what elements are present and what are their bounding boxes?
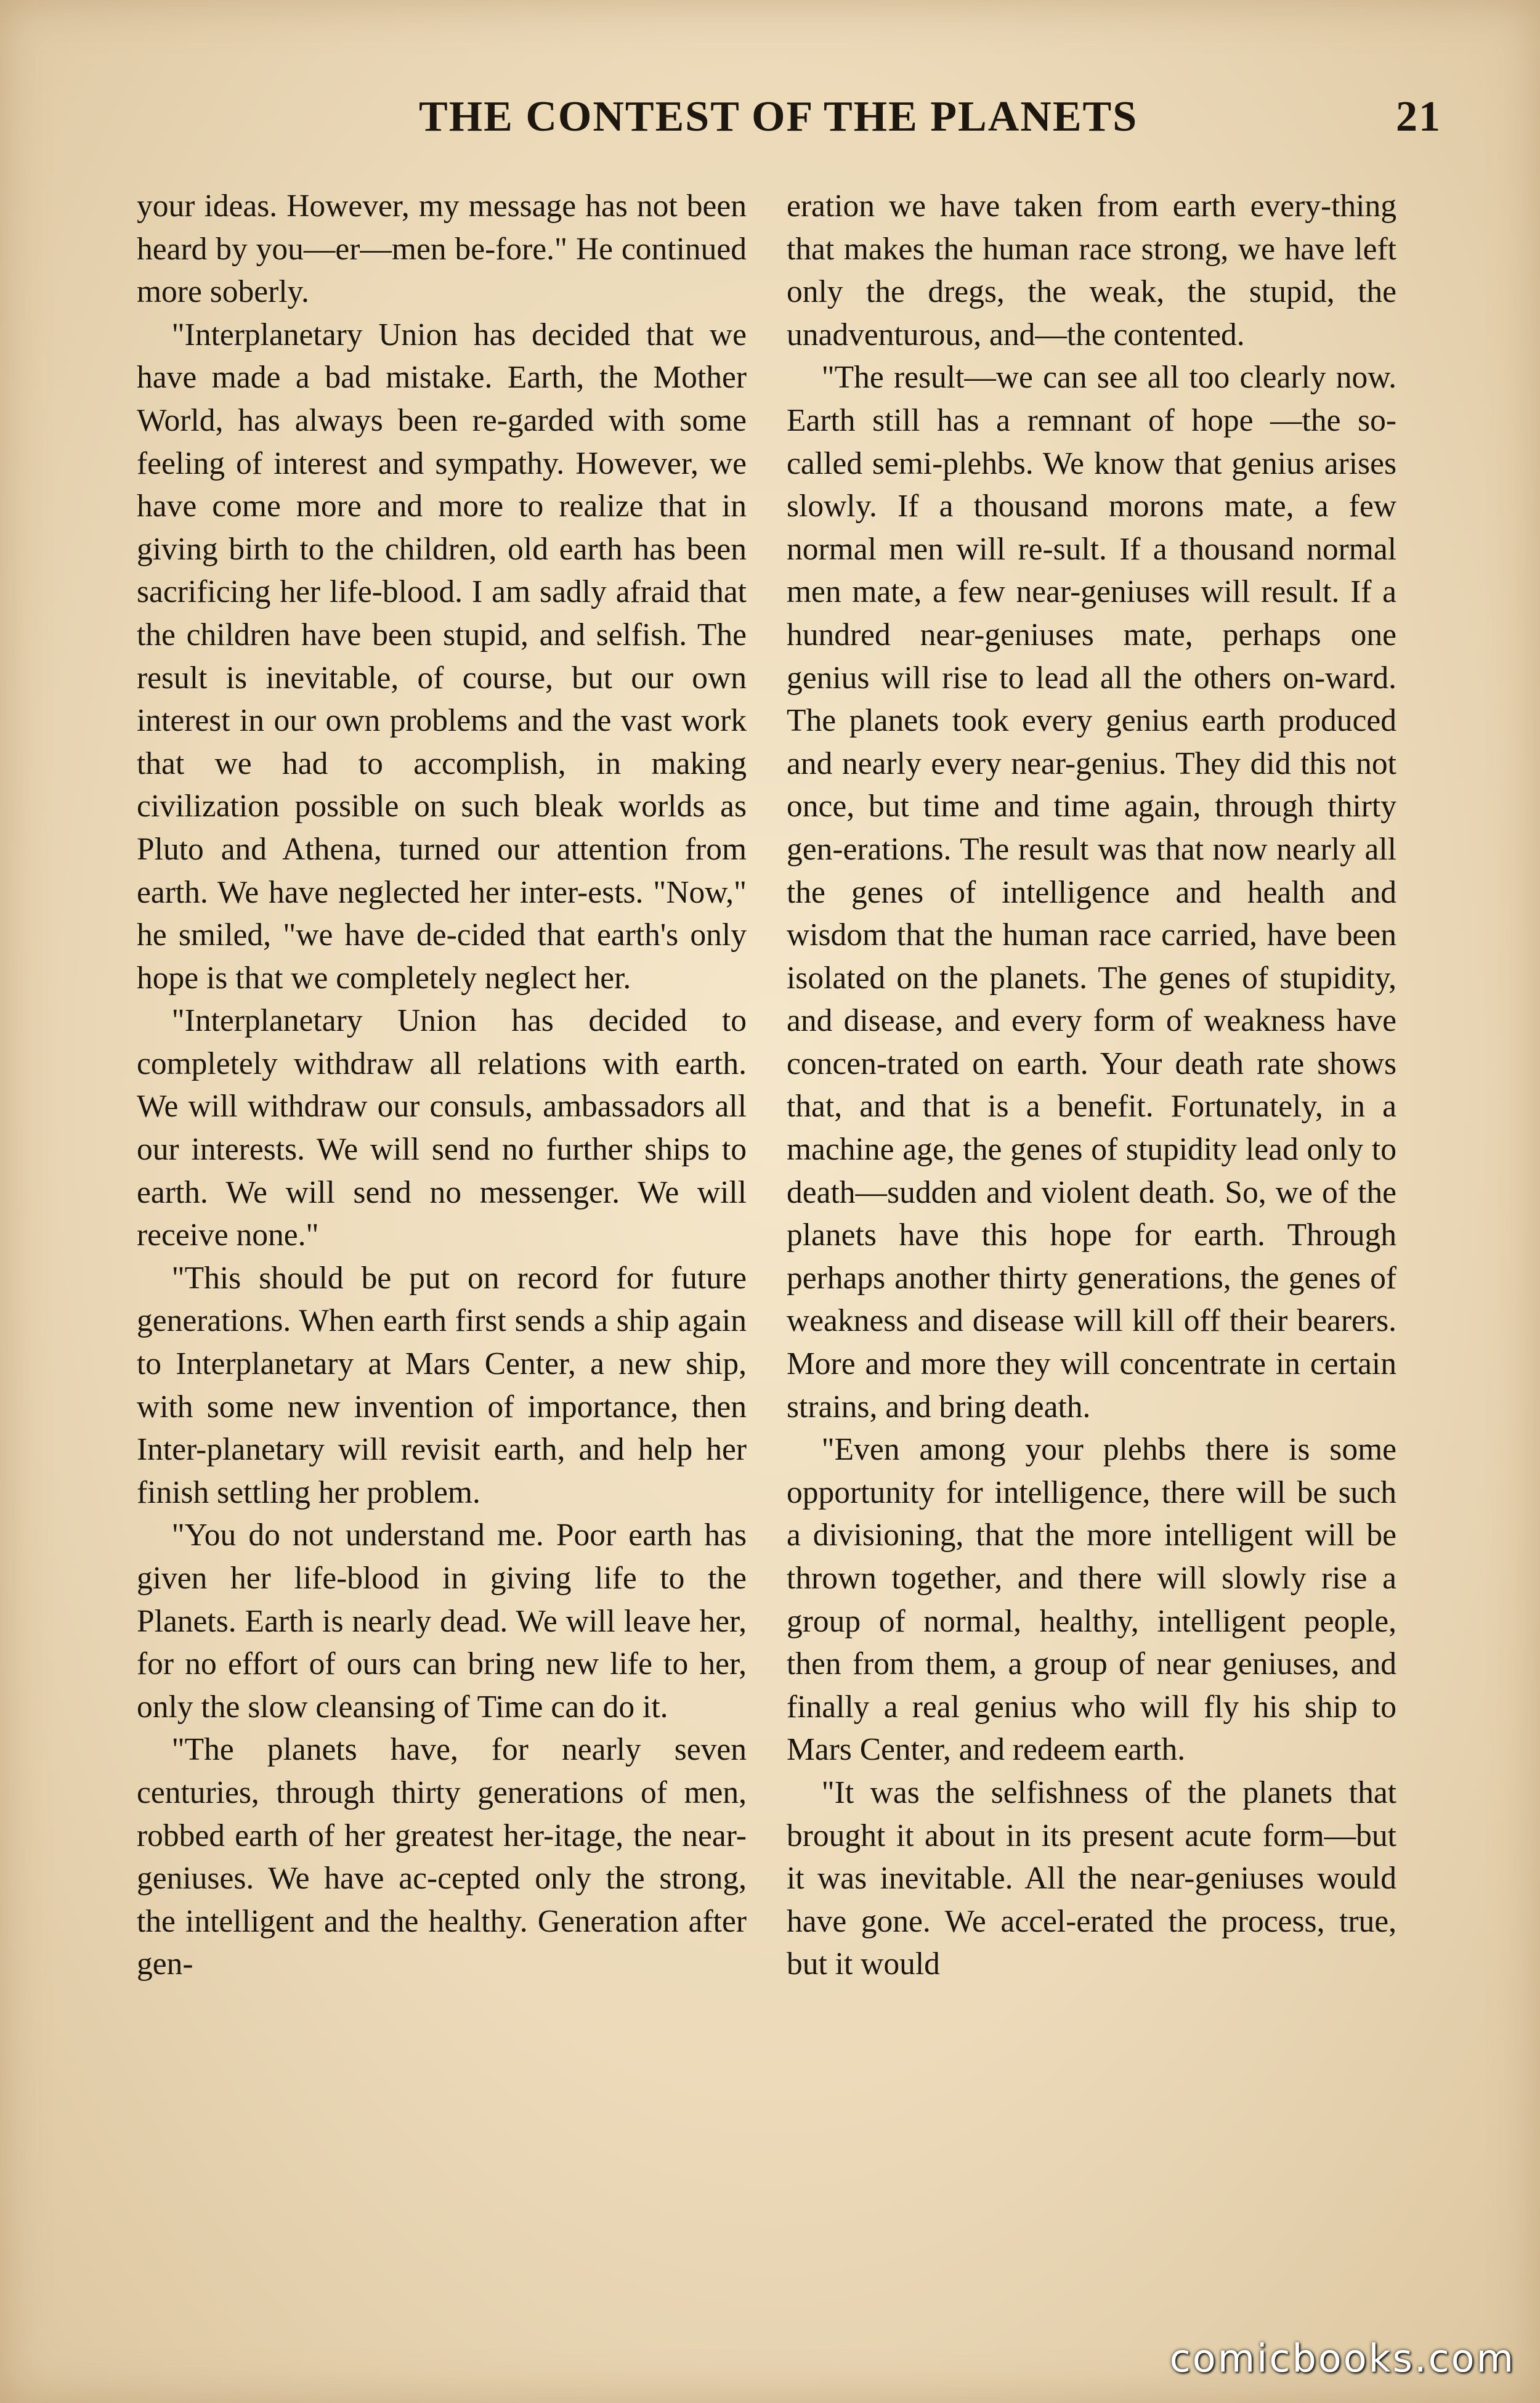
- running-head: [394, 92, 1441, 160]
- site-watermark: comicbooks.com: [1169, 2336, 1515, 2381]
- paragraph: "You do not understand me. Poor earth has given her life-blood in giving life to the Planets. Earth is nearly dead. We will leave her, for no effort of ours can bring new life to her, only the slow cleansing of Time can do it.: [137, 1518, 747, 1725]
- running-title: THE CONTEST OF THE PLANETS: [419, 93, 1138, 140]
- paragraph: "The planets have, for nearly seven centuries, through thirty generations of men, robbed earth of her greatest her-itage, the near-geniuses. We have ac-cepted only the strong, the intelligent and the healthy. Generation after gen-: [137, 1732, 747, 1982]
- right-text-column: [787, 185, 1396, 1986]
- paragraph: your ideas. However, my message has not been heard by you—er—men be-fore." He continued more soberly.: [137, 189, 747, 310]
- paragraph: "The result—we can see all too clearly now. Earth still has a remnant of hope —the so-called semi-plehbs. We know that genius arises slowly. If a thousand morons mate, a few normal men will re-sult. If a thousand normal men mate, a few near-geniuses will result. If a hundred near-geniuses mate, perhaps one genius will rise to lead all the others on-ward. The planets took every genius earth produced and nearly every near-genius. They did this not once, but time and time again, through thirty gen-erations. The result was that now nearly all the genes of intelligence and health and wisdom that the human race carried, have been isolated on the planets. The genes of stupidity, and disease, and every form of weakness have concen-trated on earth. Your death rate shows that, and that is a benefit. Fortunately, in a machine age, the genes of stupidity lead only to death—sudden and violent death. So, we of the planets have this hope for earth. Through perhaps another thirty generations, the genes of weakness and disease will kill off their bearers. More and more they will concentrate in certain strains, and bring death.: [787, 360, 1396, 1425]
- paragraph: eration we have taken from earth every-thing that makes the human race strong, we have left only the dregs, the weak, the stupid, the unadventurous, and—the contented.: [787, 189, 1396, 352]
- paragraph: "It was the selfishness of the planets that brought it about in its present acute form—but it was inevitable. All the near-geniuses would have gone. We accel-erated the process, true, but it would: [787, 1775, 1396, 1982]
- paragraph: "Interplanetary Union has decided that we have made a bad mistake. Earth, the Mother World, has always been re-garded with some feeling of interest and sympathy. However, we have come more and more to realize that in giving birth to the children, old earth has been sacrificing her life-blood. I am sadly afraid that the children have been stupid, and selfish. The result is inevitable, of course, but our own interest in our own problems and the vast work that we had to accomplish, in making civilization possible on such bleak worlds as Pluto and Athena, turned our attention from earth. We have neglected her inter-ests. "Now," he smiled, "we have de-cided that earth's only hope is that we completely neglect her.: [137, 317, 747, 996]
- page-number: 21: [1396, 93, 1441, 140]
- paragraph: "Interplanetary Union has decided to completely withdraw all relations with earth. We will withdraw our consuls, ambassadors all our interests. We will send no further ships to earth. We will send no messenger. We will receive none.": [137, 1003, 747, 1253]
- left-text-column: [137, 185, 747, 1986]
- paragraph: "This should be put on record for future generations. When earth first sends a ship again to Interplanetary at Mars Center, a new ship, with some new invention of importance, then Inter-planetary will revisit earth, and help her finish settling her problem.: [137, 1260, 747, 1510]
- paragraph: "Even among your plehbs there is some opportunity for intelligence, there will be such a divisioning, that the more intelligent will be thrown together, and there will slowly rise a group of normal, healthy, intelligent people, then from them, a group of near geniuses, and finally a real genius who will fly his ship to Mars Center, and redeem earth.: [787, 1432, 1396, 1768]
